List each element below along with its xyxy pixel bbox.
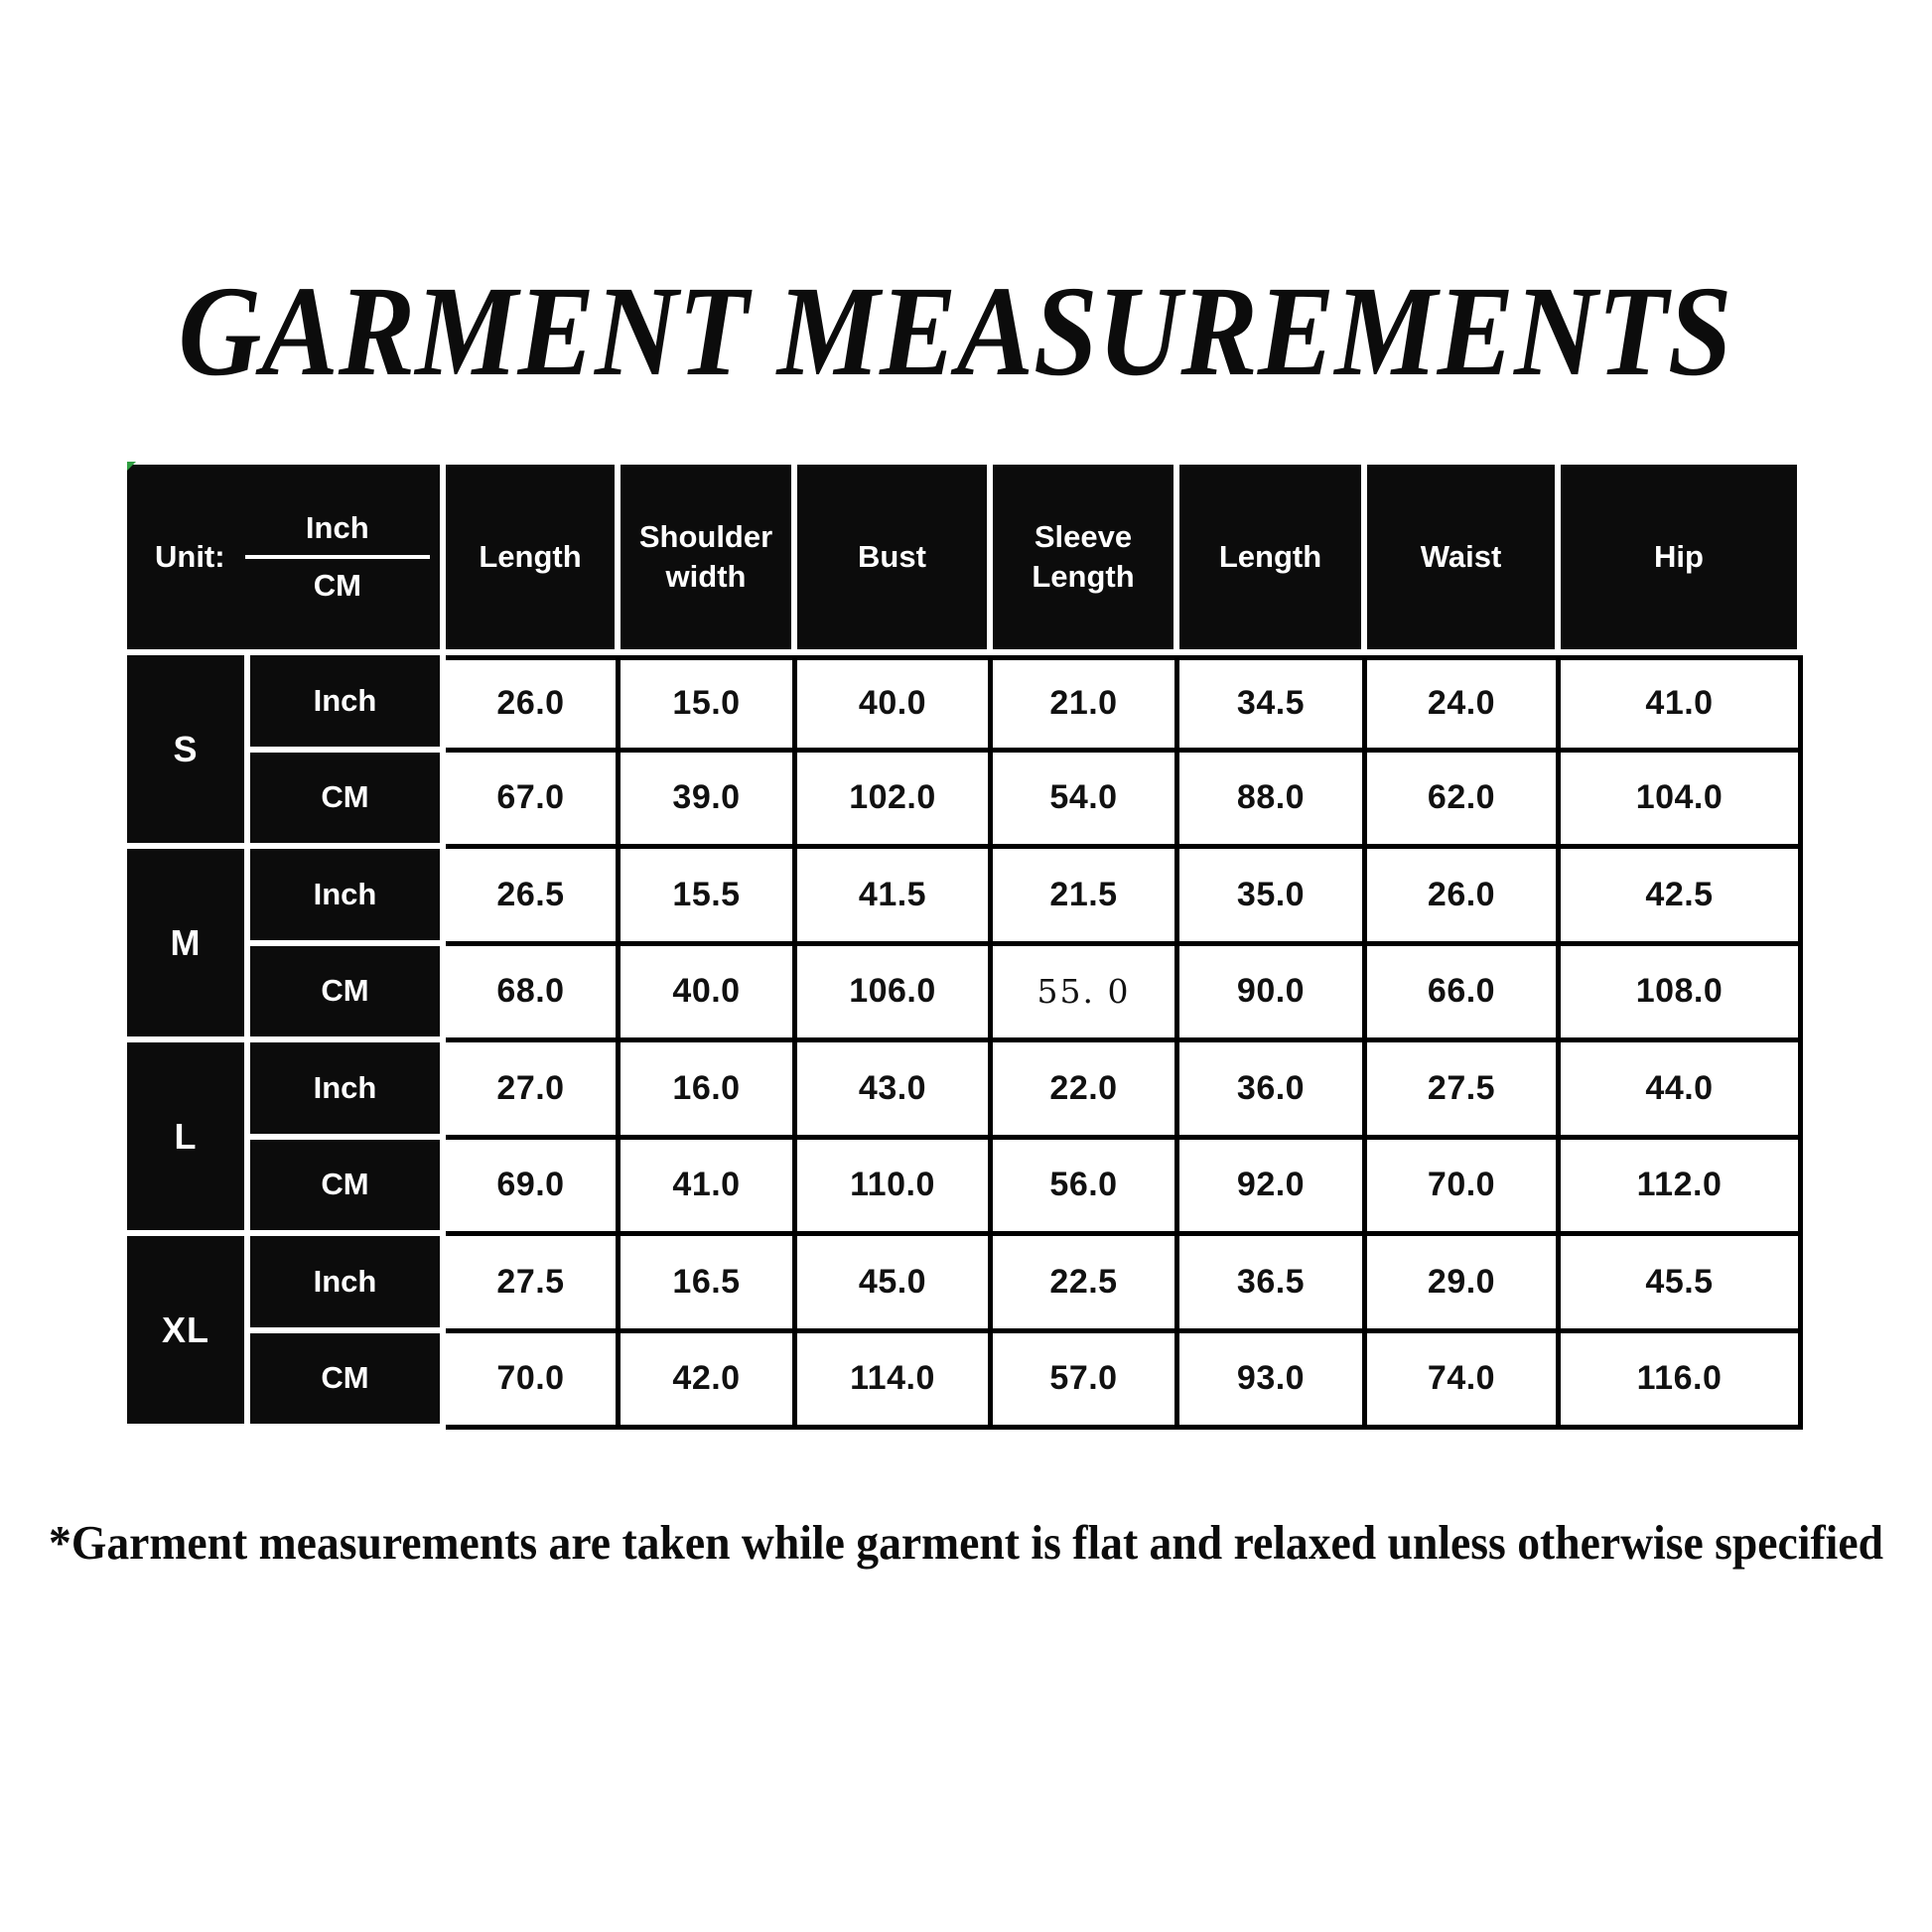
measurement-cell: 27.5 [446, 1236, 621, 1333]
measurement-cell: 90.0 [1179, 946, 1367, 1043]
measurement-cell: 108.0 [1561, 946, 1803, 1043]
row-unit-label: CM [250, 946, 446, 1043]
measurement-cell: 110.0 [797, 1140, 993, 1237]
measurement-cell: 54.0 [993, 753, 1179, 850]
measurement-cell: 42.5 [1561, 849, 1803, 946]
column-header-length: Length [446, 465, 621, 655]
measurement-cell: 106.0 [797, 946, 993, 1043]
unit-fraction [245, 510, 430, 604]
measurement-cell: 21.5 [993, 849, 1179, 946]
measurement-cell: 57.0 [993, 1333, 1179, 1431]
measurement-cell: 66.0 [1367, 946, 1561, 1043]
measurement-cell: 27.0 [446, 1042, 621, 1140]
measurement-cell: 36.5 [1179, 1236, 1367, 1333]
row-unit-label: CM [250, 1333, 446, 1431]
measurement-cell: 41.0 [621, 1140, 797, 1237]
row-unit-label: CM [250, 753, 446, 850]
measurement-cell: 41.5 [797, 849, 993, 946]
measurement-cell: 22.0 [993, 1042, 1179, 1140]
measurement-cell: 92.0 [1179, 1140, 1367, 1237]
measurement-cell: 29.0 [1367, 1236, 1561, 1333]
measurement-cell: 35.0 [1179, 849, 1367, 946]
measurement-cell: 34.5 [1179, 655, 1367, 753]
measurement-cell: 69.0 [446, 1140, 621, 1237]
row-unit-label: Inch [250, 1042, 446, 1140]
measurement-cell: 15.0 [621, 655, 797, 753]
measurement-cell: 21.0 [993, 655, 1179, 753]
measurement-cell: 41.0 [1561, 655, 1803, 753]
unit-header-cell [127, 465, 446, 655]
measurement-cell: 56.0 [993, 1140, 1179, 1237]
measurement-cell: 104.0 [1561, 753, 1803, 850]
measurement-cell: 43.0 [797, 1042, 993, 1140]
measurement-cell-odd-font: 55. 0 [993, 946, 1179, 1043]
measurement-cell: 39.0 [621, 753, 797, 850]
measurement-cell: 114.0 [797, 1333, 993, 1431]
measurement-cell: 40.0 [797, 655, 993, 753]
size-label-l: L [127, 1042, 250, 1236]
measurement-cell: 16.0 [621, 1042, 797, 1140]
measurement-cell: 22.5 [993, 1236, 1179, 1333]
column-header-shoulder-width: Shoulder width [621, 465, 797, 655]
footnote [43, 1501, 1889, 1585]
row-unit-label: CM [250, 1140, 446, 1237]
measurement-cell: 26.5 [446, 849, 621, 946]
measurement-cell: 70.0 [1367, 1140, 1561, 1237]
column-header-length-2: Length [1179, 465, 1367, 655]
size-label-m: M [127, 849, 250, 1042]
measurement-cell: 36.0 [1179, 1042, 1367, 1140]
row-unit-label: Inch [250, 1236, 446, 1333]
measurement-cell: 68.0 [446, 946, 621, 1043]
measurement-cell: 74.0 [1367, 1333, 1561, 1431]
measurement-cell: 62.0 [1367, 753, 1561, 850]
measurement-cell: 88.0 [1179, 753, 1367, 850]
measurement-cell: 44.0 [1561, 1042, 1803, 1140]
column-header-waist: Waist [1367, 465, 1561, 655]
row-unit-label: Inch [250, 655, 446, 753]
unit-inch-label: Inch [245, 510, 430, 559]
measurement-cell: 16.5 [621, 1236, 797, 1333]
measurement-cell: 15.5 [621, 849, 797, 946]
size-table [127, 465, 1803, 1430]
measurement-cell: 45.0 [797, 1236, 993, 1333]
measurement-cell: 102.0 [797, 753, 993, 850]
measurement-cell: 70.0 [446, 1333, 621, 1431]
page-title-text: GARMENT MEASUREMENTS [178, 260, 1732, 403]
page-title [174, 248, 1737, 417]
size-label-s: S [127, 655, 250, 849]
measurement-cell: 40.0 [621, 946, 797, 1043]
measurement-cell: 67.0 [446, 753, 621, 850]
measurement-cell: 112.0 [1561, 1140, 1803, 1237]
column-header-hip: Hip [1561, 465, 1803, 655]
column-header-sleeve-length: Sleeve Length [993, 465, 1179, 655]
column-header-bust: Bust [797, 465, 993, 655]
row-unit-label: Inch [250, 849, 446, 946]
unit-label: Unit: [155, 539, 225, 574]
size-label-xl: XL [127, 1236, 250, 1430]
measurement-cell: 45.5 [1561, 1236, 1803, 1333]
measurement-cell: 27.5 [1367, 1042, 1561, 1140]
measurement-cell: 26.0 [446, 655, 621, 753]
footnote-text: *Garment measurements are taken while garment is flat and relaxed unless otherwise specified [49, 1515, 1883, 1570]
unit-cm-label: CM [313, 568, 361, 603]
measurement-cell: 26.0 [1367, 849, 1561, 946]
measurement-cell: 116.0 [1561, 1333, 1803, 1431]
measurement-cell: 24.0 [1367, 655, 1561, 753]
measurement-cell: 42.0 [621, 1333, 797, 1431]
measurement-cell: 93.0 [1179, 1333, 1367, 1431]
